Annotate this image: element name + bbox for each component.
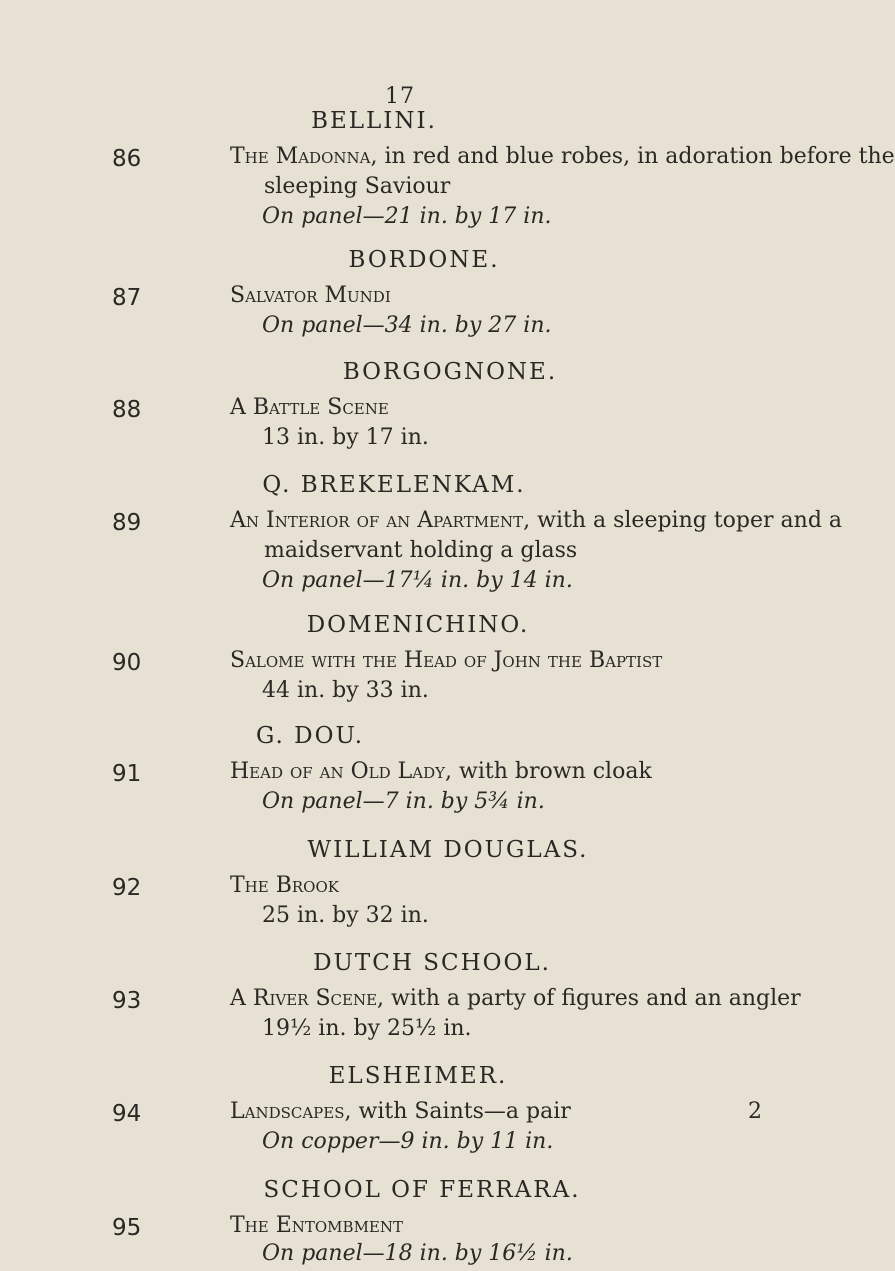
artist-name: ELSHEIMER. — [328, 1063, 508, 1089]
lot-dimensions: On panel—18 in. by 16½ in. — [262, 1241, 573, 1266]
lot-dimensions: 25 in. by 32 in. — [262, 903, 429, 928]
lot-title: Head of an Old Lady, with brown cloak — [230, 759, 652, 784]
lot-title: Salome with the Head of John the Baptist — [230, 648, 663, 673]
artist-name: DUTCH SCHOOL. — [313, 950, 551, 976]
lot-title: An Interior of an Apartment, with a sleeping toper and a — [230, 508, 843, 533]
artist-name: Q. BREKELENKAM. — [262, 472, 526, 498]
lot-number: 87 — [112, 285, 142, 311]
lot-number: 93 — [112, 988, 142, 1014]
lot-title-continued: maidservant holding a glass — [264, 538, 578, 563]
lot-number: 86 — [112, 146, 142, 172]
lot-title: A River Scene, with a party of figures and an angler — [230, 986, 801, 1011]
lot-number: 91 — [112, 761, 142, 787]
artist-name: BORGOGNONE. — [342, 359, 558, 385]
lot-number: 95 — [112, 1215, 142, 1241]
lot-dimensions: On panel—17¼ in. by 14 in. — [262, 568, 573, 593]
artist-name: BORDONE. — [348, 247, 500, 273]
lot-dimensions: On panel—21 in. by 17 in. — [262, 204, 552, 229]
artist-name: G. DOU. — [255, 723, 365, 749]
lot-dimensions: 44 in. by 33 in. — [262, 678, 429, 703]
artist-name: BELLINI. — [311, 108, 437, 134]
lot-dimensions: On copper—9 in. by 11 in. — [262, 1129, 554, 1154]
lot-number: 89 — [112, 510, 142, 536]
lot-dimensions: On panel—7 in. by 5¾ in. — [262, 789, 545, 814]
lot-title: The Brook — [230, 873, 339, 898]
page-number: 17 — [385, 84, 415, 109]
artist-name: DOMENICHINO. — [306, 612, 530, 638]
lot-number: 92 — [112, 875, 142, 901]
lot-dimensions: 13 in. by 17 in. — [262, 425, 429, 450]
lot-title: Landscapes, with Saints—a pair — [230, 1099, 571, 1124]
lot-number: 94 — [112, 1101, 142, 1127]
lot-dimensions: On panel—34 in. by 27 in. — [262, 313, 552, 338]
lot-title-continued: sleeping Saviour — [264, 174, 451, 199]
lot-title: The Entombment — [230, 1213, 404, 1238]
lot-title: A Battle Scene — [230, 395, 389, 420]
lot-title: Salvator Mundi — [230, 283, 391, 308]
lot-dimensions: 19½ in. by 25½ in. — [262, 1016, 472, 1041]
lot-number: 88 — [112, 397, 142, 423]
lot-title: The Madonna, in red and blue robes, in adoration before the — [230, 144, 895, 169]
lot-price-mark: 2 — [748, 1099, 762, 1124]
artist-name: WILLIAM DOUGLAS. — [307, 837, 589, 863]
artist-name: SCHOOL OF FERRARA. — [263, 1177, 581, 1203]
lot-number: 90 — [112, 650, 142, 676]
